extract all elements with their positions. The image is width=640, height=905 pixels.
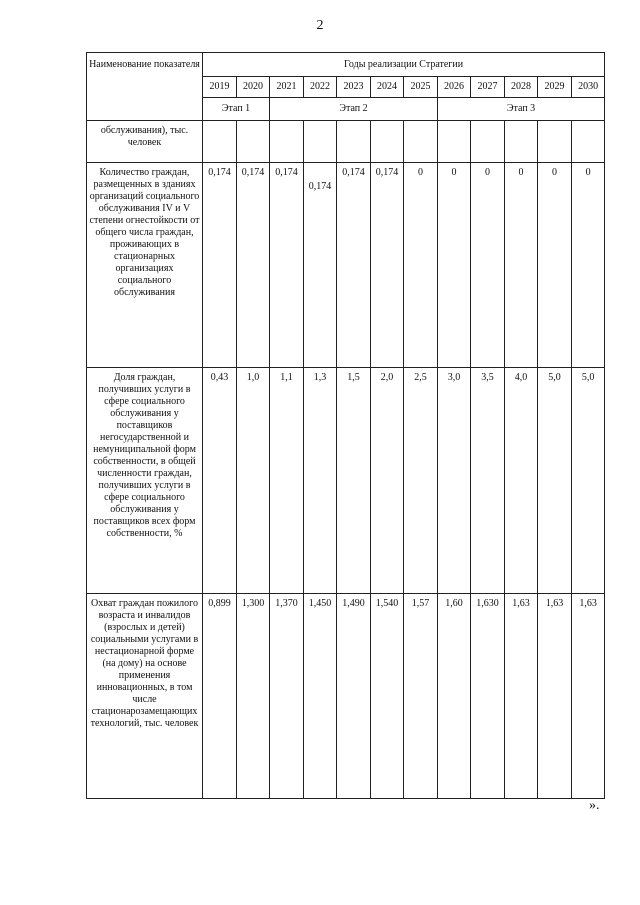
year-header: 2024	[371, 77, 404, 98]
table-cell: 1,63	[572, 594, 605, 799]
header-years-title: Годы реализации Стратегии	[203, 53, 605, 77]
table-cell: 0,174	[304, 163, 337, 368]
table-cell: 0	[404, 163, 438, 368]
table-cell: 1,370	[270, 594, 304, 799]
page-number: 2	[316, 18, 324, 33]
table-cell: 1,630	[471, 594, 505, 799]
table-row	[87, 163, 605, 368]
table-cell	[572, 121, 605, 163]
table-cell: 1,540	[371, 594, 404, 799]
table-cell: 0,174	[337, 163, 371, 368]
table-cell: 0	[505, 163, 538, 368]
table-cell: 2,0	[371, 368, 404, 594]
table-cell: 1,490	[337, 594, 371, 799]
table-cell	[471, 121, 505, 163]
header-indicator-name: Наименование показателя	[87, 53, 203, 121]
table-row	[87, 368, 605, 594]
table-cell: 3,0	[438, 368, 471, 594]
year-header: 2021	[270, 77, 304, 98]
table-cell	[438, 121, 471, 163]
year-header: 2026	[438, 77, 471, 98]
table-cell: 1,0	[237, 368, 270, 594]
table-cell	[505, 121, 538, 163]
table-cell: 1,63	[538, 594, 572, 799]
table-cell: 1,300	[237, 594, 270, 799]
indicator-name: Количество граждан, размещенных в зданиях организаций социального обслуживания IV и V степени огнестойкости от общего числа граждан, проживающих в стационарных организациях социального обслуживания	[87, 163, 203, 368]
year-header: 2029	[538, 77, 572, 98]
table-cell: 1,450	[304, 594, 337, 799]
table-cell: 1,60	[438, 594, 471, 799]
strategy-indicators-table	[86, 52, 605, 799]
table-cell: 1,63	[505, 594, 538, 799]
year-header: 2020	[237, 77, 270, 98]
stage-3-header: Этап 3	[438, 98, 605, 121]
table-cell	[337, 121, 371, 163]
table-cell: 0,43	[203, 368, 237, 594]
year-header: 2028	[505, 77, 538, 98]
table-cell	[371, 121, 404, 163]
year-header: 2025	[404, 77, 438, 98]
table-cell	[404, 121, 438, 163]
table-cell: 0,174	[237, 163, 270, 368]
year-header: 2027	[471, 77, 505, 98]
table-cell: 1,1	[270, 368, 304, 594]
year-header: 2023	[337, 77, 371, 98]
table-cell: 2,5	[404, 368, 438, 594]
table-cell: 0	[572, 163, 605, 368]
table-cell: 1,57	[404, 594, 438, 799]
indicator-name: обслуживания), тыс. человек	[87, 121, 203, 163]
table-cell: 0,899	[203, 594, 237, 799]
table-cell: 3,5	[471, 368, 505, 594]
table-row	[87, 594, 605, 799]
table-cell: 0,174	[203, 163, 237, 368]
table-cell: 0	[538, 163, 572, 368]
table-row	[87, 121, 605, 163]
table-cell: 1,3	[304, 368, 337, 594]
table-cell: 5,0	[538, 368, 572, 594]
indicator-name: Охват граждан пожилого возраста и инвалидов (взрослых и детей) социальными услугами в нестационарной форме (на дому) на основе применения инновационных, в том числе стационарозамещающих технологий, тыс. человек	[87, 594, 203, 799]
table-cell: 4,0	[505, 368, 538, 594]
stage-2-header: Этап 2	[270, 98, 438, 121]
indicator-name: Доля граждан, получивших услуги в сфере социального обслуживания у поставщиков негосударственной и немуниципальной форм собственности, в общей численности граждан, получивших услуги в сфере социального обслуживания у поставщиков всех форм собственности, %	[87, 368, 203, 594]
header-row-years-title	[87, 53, 605, 77]
year-header: 2022	[304, 77, 337, 98]
year-header: 2030	[572, 77, 605, 98]
table-cell: 5,0	[572, 368, 605, 594]
closing-quote-mark: ».	[589, 798, 600, 813]
table-cell: 0	[438, 163, 471, 368]
table-cell: 0,174	[371, 163, 404, 368]
table-cell: 0	[471, 163, 505, 368]
year-header: 2019	[203, 77, 237, 98]
table-cell	[237, 121, 270, 163]
table-cell	[270, 121, 304, 163]
table-cell	[304, 121, 337, 163]
table-cell	[538, 121, 572, 163]
table-cell: 0,174	[270, 163, 304, 368]
table-cell: 1,5	[337, 368, 371, 594]
table-cell	[203, 121, 237, 163]
stage-1-header: Этап 1	[203, 98, 270, 121]
